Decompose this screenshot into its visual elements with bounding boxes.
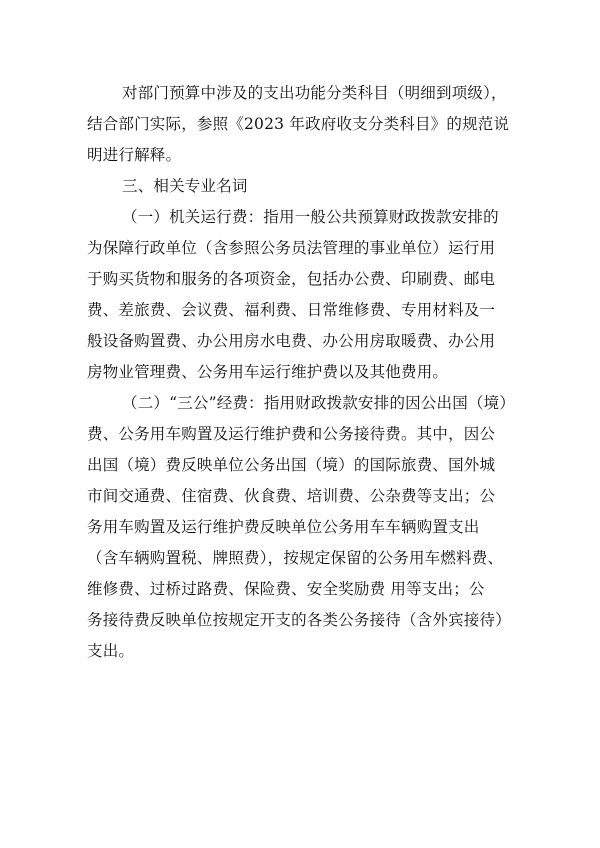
text-line: 费、公务用车购置及运行维护费和公务接待费。其中，因公: [87, 425, 496, 443]
text-line: 支出。: [87, 642, 135, 660]
text-line: 明进行解释。: [87, 146, 182, 164]
text-line: （二）“三公”经费：指用财政拨款安排的因公出国（境）: [122, 394, 516, 412]
text-line: 出国（境）费反映单位公务出国（境）的国际旅费、国外城: [87, 456, 496, 474]
text-line: 房物业管理费、公务用车运行维护费以及其他费用。: [87, 363, 449, 381]
text-line: 务接待费反映单位按规定开支的各类公务接待（含外宾接待）: [87, 611, 511, 629]
text-line: （一）机关运行费：指用一般公共预算财政拨款安排的: [122, 208, 499, 226]
text-line: 为保障行政单位（含参照公务员法管理的事业单位）运行用: [87, 239, 496, 257]
text-line: 对部门预算中涉及的支出功能分类科目（明细到项级），: [122, 84, 507, 102]
text-line: 务用车购置及运行维护费反映单位公务用车车辆购置支出: [87, 518, 480, 536]
text-line: 于购买货物和服务的各项资金，包括办公费、印刷费、邮电: [87, 270, 496, 288]
text-line: 市间交通费、住宿费、伙食费、培训费、公杂费等支出；公: [87, 487, 496, 505]
text-line: （含车辆购置税、牌照费），按规定保留的公务用车燃料费、: [87, 549, 504, 567]
text-line: 维修费、过桥过路费、保险费、安全奖励费 用等支出；公: [87, 580, 485, 598]
text-line: 费、差旅费、会议费、福利费、日常维修费、专用材料及一: [87, 301, 496, 319]
text-line: 般设备购置费、办公用房水电费、办公用房取暖费、办公用: [87, 332, 496, 350]
text-line: 结合部门实际，参照《2023 年政府收支分类科目》的规范说: [87, 115, 510, 133]
section-heading: 三、相关专业名词: [122, 177, 248, 195]
